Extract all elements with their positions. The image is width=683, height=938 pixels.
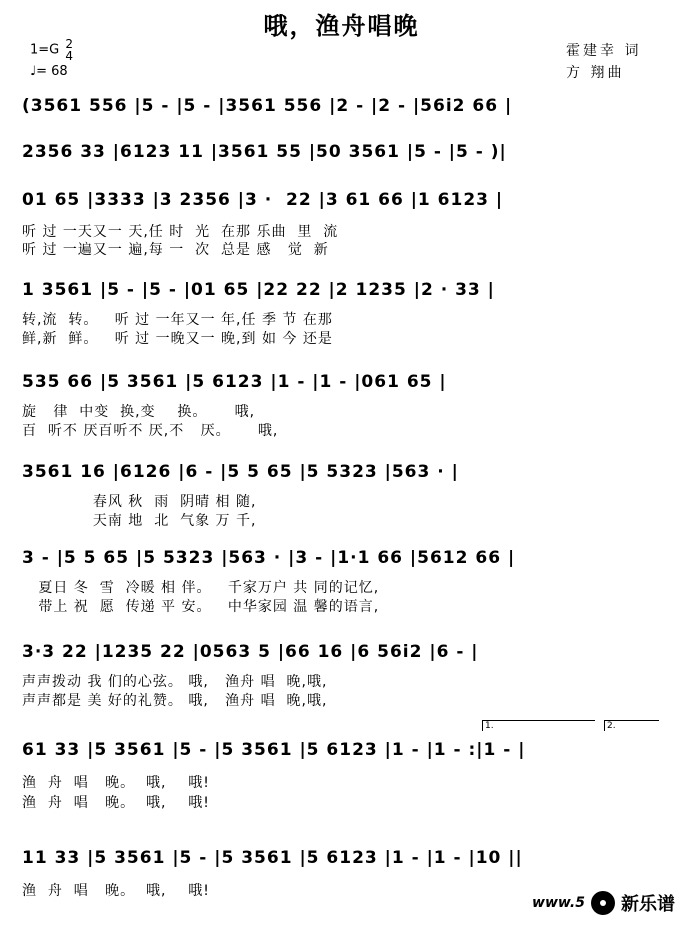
volta-first-ending: 1. <box>482 720 595 731</box>
watermark-url: www.5 <box>532 895 585 911</box>
notation-line: (3561 556 |5 - |5 - |3561 556 |2 - |2 - |56i2 66 | <box>22 96 513 116</box>
time-top: 2 <box>65 37 74 51</box>
score-title: 哦，渔舟唱晚 <box>263 12 420 40</box>
composer-credit: 方 翔曲 <box>566 65 625 81</box>
record-disc-icon <box>591 891 615 915</box>
lyric-verse-1: 旋 律 中变 换,变 换。 哦, <box>22 404 256 420</box>
site-watermark <box>532 890 675 916</box>
lyric-verse-2: 百 听不 厌百听不 厌,不 厌。 哦, <box>22 423 279 439</box>
lyric-verse-2: 鲜,新 鲜。 听 过 一晚又一 晚,到 如 今 还是 <box>22 331 333 347</box>
lyric-verse-2: 天南 地 北 气象 万 千, <box>22 513 257 529</box>
tempo-value: = 68 <box>36 64 68 79</box>
staff-row <box>0 188 683 284</box>
time-signature <box>65 38 73 62</box>
lyricist-credit: 霍建幸 词 <box>566 43 642 59</box>
notation-line: 3 - |5 5 65 |5 5323 |563 · |3 - |1·1 66 |5612 66 | <box>22 548 516 568</box>
staff-row <box>0 460 683 556</box>
staff-row <box>0 721 683 830</box>
lyric-verse-1: 夏日 冬 雪 冷暖 相 伴。 千家万户 共 同的记忆, <box>22 580 380 596</box>
key-label: 1=G <box>30 42 60 58</box>
notation-line: 535 66 |5 3561 |5 6123 |1 - |1 - |061 65 | <box>22 372 447 392</box>
lyric-verse-1: 转,流 转。 听 过 一年又一 年,任 季 节 在那 <box>22 312 333 328</box>
notation-line: 1 3561 |5 - |5 - |01 65 |22 22 |2 1235 |2 · 33 | <box>22 280 495 300</box>
lyric-verse-2: 带上 祝 愿 传递 平 安。 中华家园 温 馨的语言, <box>22 599 380 615</box>
lyric-verse-2: 声声都是 美 好的礼赞。 哦, 渔舟 唱 晚,哦, <box>22 693 328 709</box>
notation-line: 01 65 |3333 |3 2356 |3 · 22 |3 61 66 |1 6123 | <box>22 190 504 210</box>
notation-line: 3·3 22 |1235 22 |0563 5 |66 16 |6 56i2 |6 - | <box>22 642 479 662</box>
staff-row <box>0 370 683 466</box>
lyric-verse-1: 春风 秋 雨 阴晴 相 随, <box>22 494 257 510</box>
notation-line: 3561 16 |6126 |6 - |5 5 65 |5 5323 |563 · | <box>22 462 459 482</box>
time-bottom: 4 <box>65 49 74 63</box>
lyric-verse-1: 声声拨动 我 们的心弦。 哦, 渔舟 唱 晚,哦, <box>22 674 328 690</box>
notation-line: 11 33 |5 3561 |5 - |5 3561 |5 6123 |1 - |1 - |10 || <box>22 848 523 868</box>
lyric-verse-2: 渔 舟 唱 晚。 哦, 哦! <box>22 795 210 811</box>
key-signature <box>30 38 73 62</box>
staff-row <box>0 278 683 374</box>
volta-second-ending: 2. <box>604 720 659 731</box>
staff-row <box>0 546 683 642</box>
quarter-note-icon: ♩ <box>30 64 37 79</box>
lyric-verse-1: 渔 舟 唱 晚。 哦, 哦! <box>22 883 210 899</box>
lyric-verse-1: 渔 舟 唱 晚。 哦, 哦! <box>22 775 210 791</box>
lyric-verse-1: 听 过 一天又一 天,任 时 光 在那 乐曲 里 流 <box>22 224 339 240</box>
notation-line: 2356 33 |6123 11 |3561 55 |50 3561 |5 - |5 - )| <box>22 142 507 162</box>
notation-line: 61 33 |5 3561 |5 - |5 3561 |5 6123 |1 - |1 - :|1 - | <box>22 740 526 760</box>
lyric-verse-2: 听 过 一遍又一 遍,每 一 次 总是 感 觉 新 <box>22 242 329 258</box>
watermark-brand: 新乐谱 <box>621 894 675 915</box>
tempo-marking <box>30 64 68 79</box>
